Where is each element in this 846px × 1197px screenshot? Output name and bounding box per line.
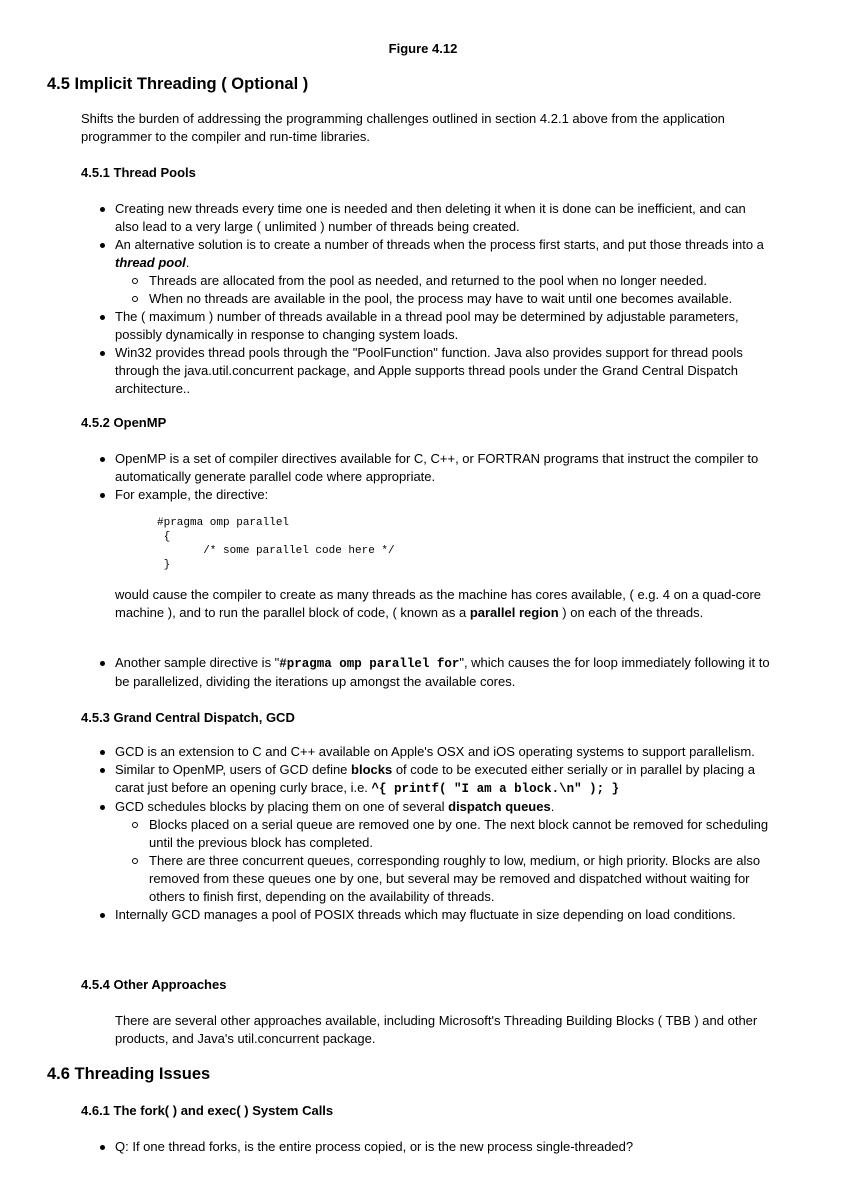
- dispatch-queues-term: dispatch queues: [448, 799, 551, 814]
- sub-list-item: There are three concurrent queues, corresponding roughly to low, medium, or high priority. Blocks are also removed from these queues one by one, but several may be removed and dispatched without waiting for others to finish first, depending on the availability of threads.: [115, 852, 771, 906]
- subsection-heading-4-5-1: 4.5.1 Thread Pools: [81, 165, 196, 180]
- subsection-heading-4-6-1: 4.6.1 The fork( ) and exec( ) System Calls: [81, 1103, 334, 1118]
- sub-list-item: Blocks placed on a serial queue are removed one by one. The next block cannot be removed for scheduling until the previous block has completed.: [115, 816, 771, 852]
- inline-code: ^{ printf( "I am a block.\n" ); }: [371, 782, 620, 796]
- list-item: GCD schedules blocks by placing them on one of several dispatch queues. Blocks placed on a serial queue are removed one by one. The next block cannot be removed for scheduling until the previous block has completed. There are three concurrent queues, corresponding roughly to low, medium, or high priority. Blocks are also removed from these queues one by one, but several may be removed and dispatched without waiting for others to finish first, depending on the availability of threads.: [81, 798, 771, 906]
- list-item: An alternative solution is to create a number of threads when the process first starts, and put those threads into a thread pool. Threads are allocated from the pool as needed, and returned to the pool when no longer needed. When no threads are available in the pool, the process may have to wait until one becomes available.: [81, 236, 771, 308]
- section-4-5-intro: Shifts the burden of addressing the programming challenges outlined in section 4.2.1 above from the application programmer to the compiler and run-time libraries.: [81, 111, 725, 144]
- list-item: Creating new threads every time one is needed and then deleting it when it is done can be inefficient, and can also lead to a very large ( unlimited ) number of threads being created.: [81, 200, 771, 236]
- sub-list-item: When no threads are available in the pool, the process may have to wait until one becomes available.: [115, 290, 771, 308]
- thread-pool-sublist: [115, 272, 771, 308]
- openmp-list-2: [81, 654, 771, 691]
- figure-caption: Figure 4.12: [388, 41, 458, 56]
- thread-pool-term: thread pool: [115, 255, 186, 270]
- subsection-heading-4-5-2: 4.5.2 OpenMP: [81, 415, 167, 430]
- other-approaches-text: There are several other approaches available, including Microsoft's Threading Building Blocks ( TBB ) and other products, and Java's util.concurrent package.: [115, 1013, 758, 1046]
- subsection-heading-4-5-4: 4.5.4 Other Approaches: [81, 977, 227, 992]
- openmp-explanation: would cause the compiler to create as many threads as the machine has cores available, ( e.g. 4 on a quad-core machine ), and to run the parallel block of code, ( known as a parallel region ) on each of the threads.: [115, 587, 762, 620]
- list-item: Win32 provides thread pools through the "PoolFunction" function. Java also provides support for thread pools through the java.util.concurrent package, and Apple supports thread pools under the Grand Central Dispatch architecture..: [81, 344, 771, 398]
- blocks-term: blocks: [351, 762, 393, 777]
- openmp-list: [81, 450, 771, 504]
- subsection-heading-4-5-3: 4.5.3 Grand Central Dispatch, GCD: [81, 710, 295, 725]
- inline-code: #pragma omp parallel for: [279, 657, 460, 671]
- openmp-code-block: [157, 516, 395, 572]
- sub-list-item: Threads are allocated from the pool as needed, and returned to the pool when no longer needed.: [115, 272, 771, 290]
- list-item: Internally GCD manages a pool of POSIX threads which may fluctuate in size depending on load conditions.: [81, 906, 771, 924]
- code-sample: #pragma omp parallel { /* some parallel code here */ }: [157, 517, 395, 571]
- list-item: Another sample directive is "#pragma omp parallel for", which causes the for loop immediately following it to be parallelized, dividing the iterations up amongst the available cores.: [81, 654, 771, 691]
- fork-exec-list: [81, 1138, 771, 1156]
- list-item: For example, the directive:: [81, 486, 771, 504]
- list-item: Q: If one thread forks, is the entire process copied, or is the new process single-threaded?: [81, 1138, 771, 1156]
- list-item: Similar to OpenMP, users of GCD define blocks of code to be executed either serially or in parallel by placing a carat just before an opening curly brace, i.e. ^{ printf( "I am a block.\n" ); }: [81, 761, 771, 798]
- thread-pools-list: [81, 200, 771, 398]
- list-item: OpenMP is a set of compiler directives available for C, C++, or FORTRAN programs that instruct the compiler to automatically generate parallel code where appropriate.: [81, 450, 771, 486]
- section-heading-4-6: 4.6 Threading Issues: [47, 1065, 211, 1083]
- list-item: The ( maximum ) number of threads available in a thread pool may be determined by adjustable parameters, possibly dynamically in response to changing system loads.: [81, 308, 771, 344]
- list-item: GCD is an extension to C and C++ available on Apple's OSX and iOS operating systems to support parallelism.: [81, 743, 771, 761]
- gcd-sublist: [115, 816, 771, 906]
- parallel-region-term: parallel region: [469, 605, 559, 620]
- section-heading-4-5: 4.5 Implicit Threading ( Optional ): [47, 75, 309, 93]
- gcd-list: [81, 743, 771, 924]
